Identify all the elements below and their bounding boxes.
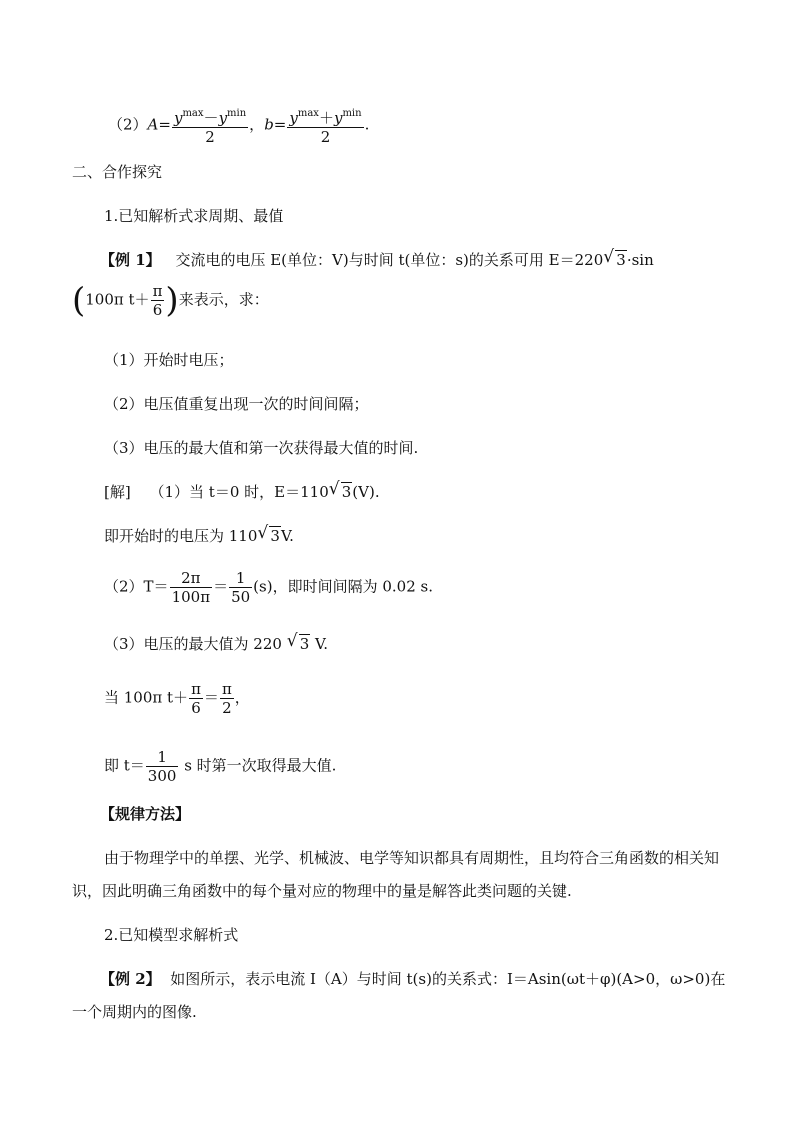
var-y: y (173, 109, 183, 127)
section-heading-2: 二、合作探究 (72, 163, 163, 181)
fraction-1-50 (229, 569, 252, 606)
numerator (287, 105, 363, 128)
solution-3-text: （3）电压的最大值为 220 (104, 635, 287, 653)
fraction-b (287, 105, 363, 146)
denominator: 6 (191, 699, 201, 717)
numerator: π (221, 680, 232, 698)
var-y: y (289, 109, 298, 127)
solution-2 (104, 569, 433, 606)
minus: － (203, 109, 219, 127)
equals: = (158, 115, 171, 134)
radicand: 3 (341, 483, 352, 501)
solution-4 (104, 680, 250, 717)
numerator: π (191, 680, 201, 698)
numerator: 1 (229, 569, 252, 588)
item-prefix: （2） (108, 115, 148, 134)
fraction-pi-6 (189, 680, 203, 717)
solution-1b-pre: 即开始时的电压为 110 (104, 527, 258, 545)
sqrt-3: √ 3 (286, 631, 310, 653)
left-paren: ( (72, 280, 86, 321)
equals: ＝ (213, 577, 229, 596)
solution-1b-post: V. (280, 527, 294, 545)
solution-1-post: (V). (352, 483, 380, 501)
denominator: 2 (222, 699, 232, 717)
solution-2-post: (s)，即时间间隔为 0.02 s. (253, 577, 433, 596)
sqrt-3: √ 3 (257, 523, 280, 545)
rule-heading: 【规律方法】 (100, 805, 191, 823)
solution-1b (104, 523, 294, 546)
arg-pre: 100π t＋ (85, 290, 150, 309)
solution-2-pre: （2）T＝ (104, 577, 169, 596)
numerator: 2π (170, 569, 213, 588)
numerator (172, 105, 248, 128)
sub-min: min (227, 108, 247, 119)
sqrt-3: √ 3 (328, 479, 352, 501)
var-b: b (264, 115, 274, 134)
var-A: A (147, 115, 159, 134)
example-1-line (100, 247, 654, 270)
denominator: 300 (147, 767, 177, 785)
var-y: y (218, 109, 228, 127)
equals: = (273, 115, 287, 134)
example-1-tail: 来表示，求： (178, 290, 269, 309)
numerator: π (152, 282, 163, 300)
radicand: 3 (270, 527, 280, 545)
radicand: 3 (616, 251, 626, 269)
question-1: （1）开始时电压； (104, 351, 234, 369)
fraction-2pi (170, 569, 213, 606)
denominator: 50 (231, 588, 251, 606)
solution-label: [解] (104, 483, 131, 501)
plus: ＋ (318, 109, 334, 127)
example-1-argument (72, 282, 269, 319)
question-3: （3）电压的最大值和第一次获得最大值的时间. (104, 439, 419, 457)
sin-text: ·sin (626, 251, 654, 269)
denominator: 6 (152, 301, 163, 319)
denominator: 2 (205, 128, 215, 146)
example-1-text: 交流电的电压 E(单位：V)与时间 t(单位：s)的关系可用 E＝220 (175, 251, 604, 269)
solution-3-post: V. (310, 635, 329, 653)
comma: ， (249, 115, 265, 134)
right-paren: ) (165, 280, 179, 321)
fraction-pi-2 (220, 680, 234, 717)
solution-4-pre: 当 100π t＋ (104, 688, 189, 707)
question-2: （2）电压值重复出现一次的时间间隔； (104, 395, 369, 413)
subheading-2: 2.已知模型求解析式 (104, 926, 239, 944)
solution-5-post: s 时第一次取得最大值. (179, 756, 337, 775)
fraction-A (172, 105, 248, 146)
numerator: 1 (146, 748, 179, 767)
radicand: 3 (299, 635, 310, 653)
solution-1 (104, 479, 380, 502)
formula-A-b (108, 105, 369, 146)
solution-4-post: ， (234, 688, 250, 707)
solution-3 (104, 631, 329, 654)
example-1-label: 【例 1】 (100, 251, 161, 269)
denominator: 100π (171, 588, 211, 606)
fraction-pi-6 (151, 282, 165, 319)
sub-min: min (342, 108, 362, 119)
sub-max: max (182, 108, 204, 119)
example-2-text (72, 963, 732, 1029)
rule-text: 由于物理学中的单摆、光学、机械波、电学等知识都具有周期性，且均符合三角函数的相关知识，因此明确三角函数中的每个量对应的物理中的量是解答此类问题的关键. (72, 849, 720, 900)
period: . (364, 115, 370, 134)
subheading-1: 1.已知解析式求周期、最值 (104, 207, 284, 225)
solution-1-pre: （1）当 t＝0 时，E＝110 (149, 483, 329, 501)
solution-5-pre: 即 t＝ (104, 756, 145, 775)
example-2-label: 【例 2】 (100, 970, 161, 988)
sub-max: max (297, 108, 319, 119)
sqrt-3: √ 3 (603, 247, 626, 269)
solution-5 (104, 748, 336, 785)
fraction-1-300 (146, 748, 179, 785)
equals: ＝ (203, 688, 219, 707)
var-y: y (333, 109, 343, 127)
denominator: 2 (320, 128, 331, 146)
example-2-body: 如图所示，表示电流 I（A）与时间 t(s)的关系式：I＝Asin(ωt＋φ)(A>0，ω>0)在一个周期内的图像. (72, 970, 726, 1021)
